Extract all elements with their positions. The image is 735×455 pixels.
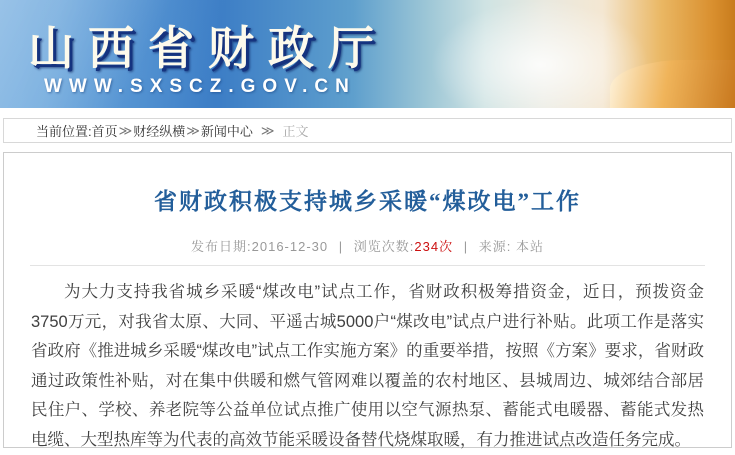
breadcrumb-separator-icon: ≫ xyxy=(260,122,275,138)
meta-separator: | xyxy=(463,239,469,254)
breadcrumb-separator-icon: ≫ xyxy=(186,122,200,138)
breadcrumb-current: 正文 xyxy=(282,124,309,139)
article-meta xyxy=(4,236,731,255)
site-title: 山西省财政厅 xyxy=(28,22,388,74)
breadcrumb-separator-icon: ≫ xyxy=(118,122,133,138)
views-count: 234次 xyxy=(414,239,454,254)
article-panel xyxy=(3,152,732,448)
breadcrumb xyxy=(3,118,732,143)
breadcrumb-label: 当前位置: xyxy=(36,124,92,139)
site-url: WWW.SXSCZ.GOV.CN xyxy=(44,76,356,97)
breadcrumb-item-finance[interactable]: 财经纵横 xyxy=(133,124,186,139)
source-value: 本站 xyxy=(515,239,544,254)
breadcrumb-item-news[interactable]: 新闻中心 xyxy=(200,124,253,139)
views-label: 浏览次数: xyxy=(353,239,415,254)
site-banner xyxy=(0,0,735,108)
article-title: 省财政积极支持城乡采暖“煤改电”工作 xyxy=(154,189,581,214)
publish-date-label: 发布日期: xyxy=(191,239,252,254)
article-body: 为大力支持我省城乡采暖“煤改电”试点工作，省财政积极筹措资金，近日，预拨资金3750万元，对我省太原、大同、平遥古城5000户“煤改电”试点户进行补贴。此项工作是落实省政府《推进城乡采暖“煤改电”试点工作实施方案》的重要举措，按照《方案》要求，省财政通过政策性补贴，对在集中供暖和燃气管网难以覆盖的农村地区、县城周边、城郊结合部居民住户、学校、养老院等公益单位试点推广使用以空气源热泵、蓄能式电暖器、蓄能式发热电缆、大型热库等为代表的高效节能采暖设备替代烧煤取暖，有力推进试点改造任务完成。 xyxy=(31,283,704,449)
breadcrumb-item-home[interactable]: 首页 xyxy=(91,124,118,139)
publish-date-value: 2016-12-30 xyxy=(251,239,329,254)
meta-separator: | xyxy=(338,239,344,254)
source-label: 来源: xyxy=(478,239,512,254)
